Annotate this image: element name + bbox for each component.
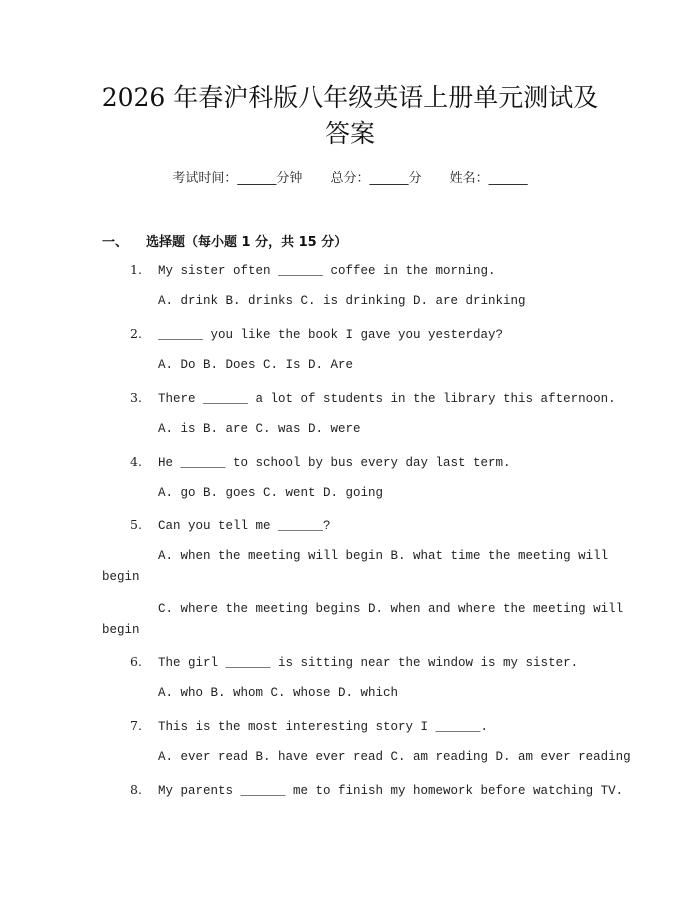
document-title [60,80,640,152]
question-5-options-line-2-wrap: begin [102,623,140,637]
question-3 [102,390,616,406]
section-label: 选择题（每小题 1 分，共 15 分） [146,235,348,250]
question-4 [102,454,602,470]
question-2 [102,326,602,342]
question-text: There ______ a lot of students in the library this afternoon. [158,392,616,406]
question-1 [102,262,602,278]
question-4-options: A. go B. goes C. went D. going [158,486,384,500]
question-1-options: A. drink B. drinks C. is drinking D. are drinking [158,294,526,308]
question-number: 2. [130,326,142,341]
question-5-options-line-2: C. where the meeting begins D. when and where the meeting will [158,602,624,616]
question-3-options: A. is B. are C. was D. were [158,422,361,436]
question-number: 1. [130,262,142,277]
section-heading [102,231,347,250]
question-6-options: A. who B. whom C. whose D. which [158,686,399,700]
student-name: 姓名：______ [449,171,528,186]
question-text: This is the most interesting story I ______. [158,720,489,734]
title-line-1: 2026 年春沪科版八年级英语上册单元测试及 [101,83,599,112]
question-text: He ______ to school by bus every day last term. [158,456,511,470]
question-text: Can you tell me ______? [158,519,331,533]
question-7-options: A. ever read B. have ever read C. am reading D. am ever reading [158,750,631,764]
exam-meta [0,167,700,186]
question-5-options-line-1-wrap: begin [102,570,140,584]
exam-time: 考试时间：______分钟 [172,171,303,186]
question-number: 3. [130,390,142,405]
exam-score: 总分：______分 [330,171,422,186]
question-number: 8. [130,782,142,797]
question-number: 6. [130,654,142,669]
question-text: My parents ______ me to finish my homework before watching TV. [158,784,624,798]
question-5-options-line-1: A. when the meeting will begin B. what time the meeting will [158,549,609,563]
question-7 [102,718,602,734]
question-text: ______ you like the book I gave you yesterday? [158,328,504,342]
question-6 [102,654,602,670]
title-line-2: 答案 [324,119,375,148]
section-number: 一、 [102,235,129,250]
question-number: 5. [130,517,142,532]
question-8 [102,782,624,798]
question-text: The girl ______ is sitting near the window is my sister. [158,656,579,670]
question-text: My sister often ______ coffee in the morning. [158,264,496,278]
question-number: 7. [130,718,142,733]
question-5 [102,517,602,533]
question-2-options: A. Do B. Does C. Is D. Are [158,358,354,372]
question-number: 4. [130,454,142,469]
